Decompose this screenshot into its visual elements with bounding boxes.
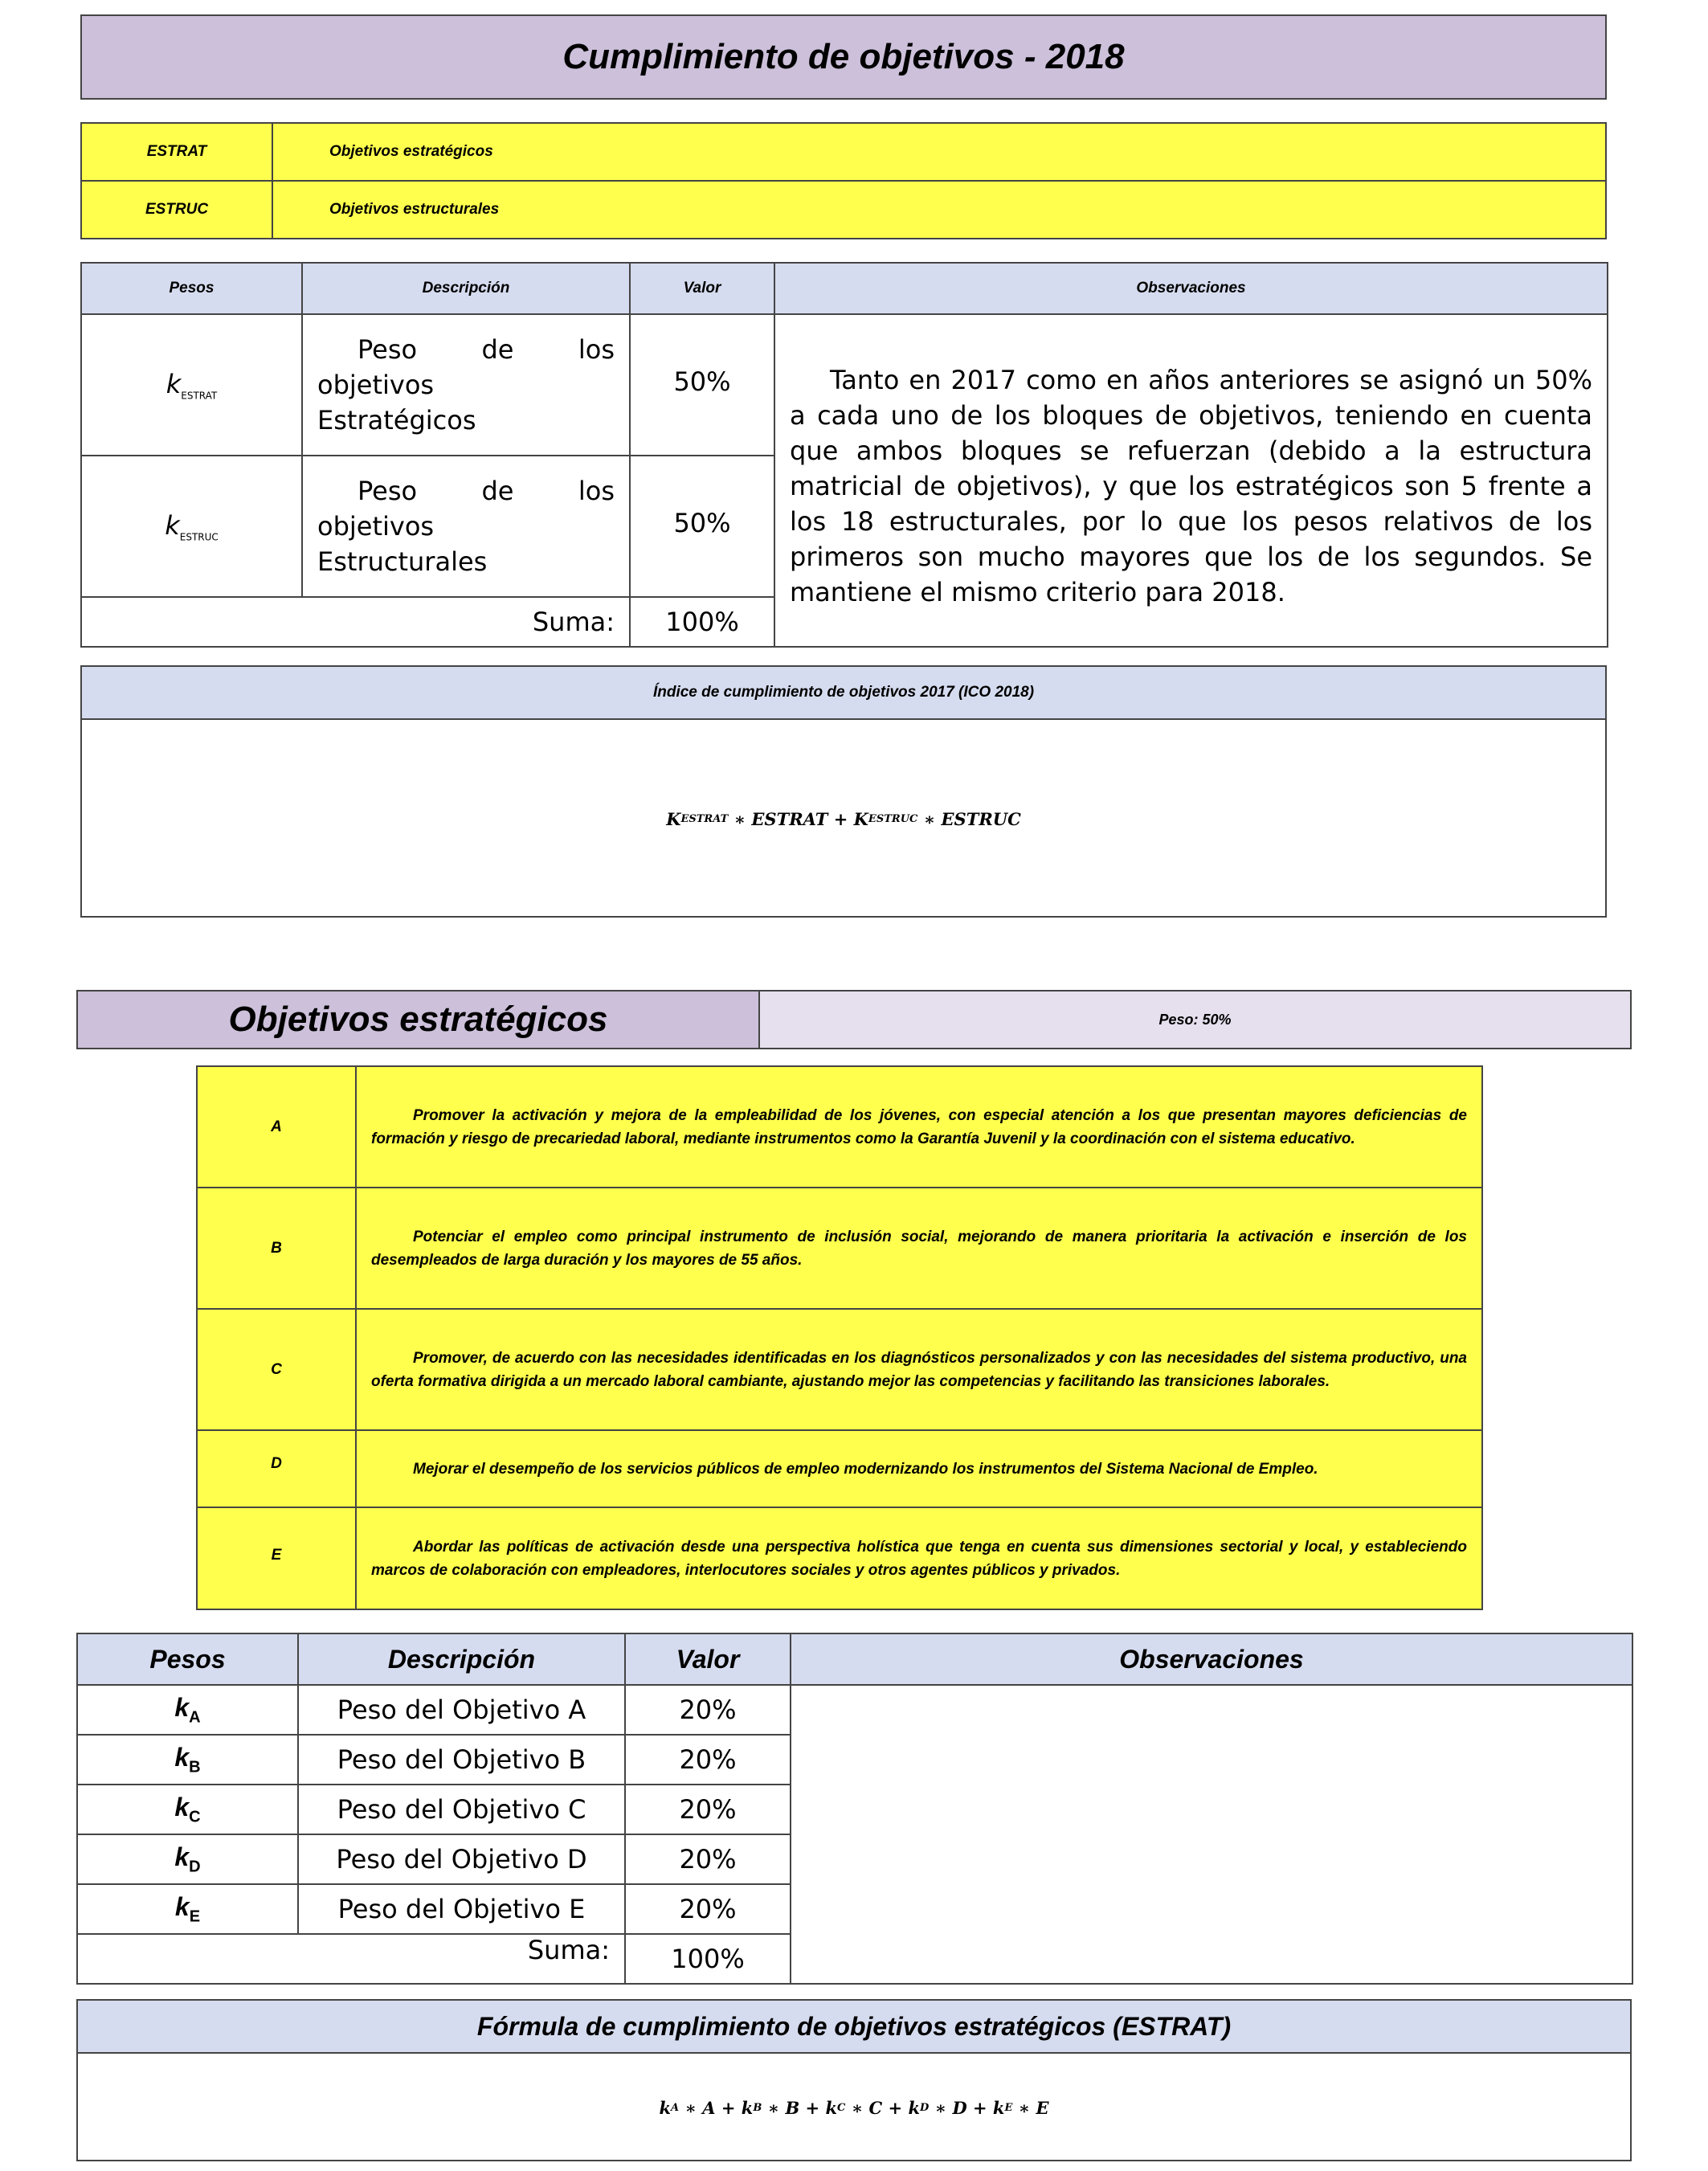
objective-text: Promover, de acuerdo con las necesidades identificadas en los diagnósticos personalizados y con las necesidades del sistema productivo, una oferta formativa dirigida a un mercado laboral cambiante, ajustando mejor las competencias y facilitando las transiciones laborales. (371, 1349, 1467, 1390)
weight-value: 50% (630, 456, 774, 597)
weight-value: 20% (625, 1785, 791, 1834)
formula-term-sub: D (920, 2101, 930, 2114)
formula-term-k: k (992, 2097, 1005, 2118)
weight-symbol (77, 1785, 298, 1834)
weight-symbol-base: k (174, 1891, 190, 1921)
weight-value: 50% (630, 314, 774, 456)
legend-table (80, 122, 1607, 239)
objective-row (197, 1309, 1482, 1430)
legend-row (81, 181, 1606, 239)
weight-description: Peso del Objetivo E (298, 1884, 625, 1934)
table-header-row (77, 1633, 1632, 1685)
formula-term-sub: C (837, 2101, 846, 2114)
observation-cell (791, 1685, 1632, 1984)
page-title-box (80, 14, 1607, 100)
header-pesos: Pesos (81, 263, 302, 314)
objectives-table (196, 1065, 1483, 1610)
weight-symbol-sub: ESTRUC (179, 531, 219, 543)
estrat-formula-title: Fórmula de cumplimiento de objetivos estratégicos (ESTRAT) (78, 2001, 1630, 2054)
objective-code: E (197, 1507, 356, 1609)
weight-symbol-base: k (174, 1742, 190, 1772)
weight-symbol-base: k (174, 1692, 190, 1722)
strategic-section-header (76, 990, 1632, 1049)
objective-row (197, 1188, 1482, 1309)
weight-description-first: Peso de los objetivos (317, 476, 615, 542)
formula-term-k: k (908, 2097, 921, 2118)
ico-op2: ∗ ESTRUC (923, 808, 1021, 829)
formula-term-rest: ∗ B + (762, 2097, 826, 2118)
header-valor: Valor (630, 263, 774, 314)
formula-term-sub: E (1004, 2101, 1013, 2114)
objective-code: C (197, 1309, 356, 1430)
legend-row (81, 123, 1606, 181)
sum-label: Suma: (81, 597, 630, 647)
formula-term-rest: ∗ C + (845, 2097, 909, 2118)
estrat-formula (78, 2054, 1630, 2161)
table-row (77, 1685, 1632, 1735)
objective-text-cell (356, 1430, 1482, 1507)
objective-text-cell (356, 1066, 1482, 1188)
block-weights-table (80, 262, 1608, 648)
formula-term-k: k (825, 2097, 838, 2118)
objective-text-cell (356, 1309, 1482, 1430)
formula-term-k: k (659, 2097, 672, 2118)
legend-description: Objetivos estructurales (272, 181, 1606, 239)
formula-term-sub: A (671, 2101, 680, 2114)
header-descripcion: Descripción (298, 1633, 625, 1685)
formula-term-rest: ∗ A + (679, 2097, 742, 2118)
strategic-title: Objetivos estratégicos (78, 991, 760, 1048)
header-observaciones: Observaciones (791, 1633, 1632, 1685)
weight-value: 20% (625, 1735, 791, 1785)
header-valor: Valor (625, 1633, 791, 1685)
weight-symbol-sub: D (189, 1858, 201, 1876)
table-row (81, 314, 1608, 456)
objective-code: B (197, 1188, 356, 1309)
ico-formula (82, 720, 1605, 918)
weight-symbol-base: k (165, 509, 180, 541)
ico-k1: K (666, 808, 681, 829)
weight-description-first: Peso de los objetivos (317, 334, 615, 400)
header-pesos: Pesos (77, 1633, 298, 1685)
weight-symbol-base: k (174, 1842, 190, 1871)
weight-description (302, 314, 630, 456)
page-title: Cumplimiento de objetivos - 2018 (562, 37, 1125, 76)
weight-symbol (77, 1834, 298, 1884)
weight-symbol-sub: E (189, 1907, 201, 1926)
weight-symbol-sub: A (189, 1708, 201, 1727)
sum-value: 100% (630, 597, 774, 647)
ico-k2: K (853, 808, 868, 829)
observation-text: Tanto en 2017 como en años anteriores se asignó un 50% a cada uno de los bloques de objetivos, teniendo en cuenta que ambos bloques se refuerzan (debido a la estructura matricial de objetivos), y que los estratégicos son 5 frente a los 18 estructurales, por lo que los pesos relativos de los primeros son mucho mayores que los de los segundos. Se mantiene el mismo criterio para 2018. (790, 365, 1592, 607)
weight-symbol (77, 1884, 298, 1934)
objective-text: Mejorar el desempeño de los servicios públicos de empleo modernizando los instrumentos del Sistema Nacional de Empleo. (413, 1460, 1318, 1478)
weight-symbol (77, 1685, 298, 1735)
weight-symbol (77, 1735, 298, 1785)
weight-description: Peso del Objetivo B (298, 1735, 625, 1785)
ico-box (80, 665, 1607, 918)
objective-row (197, 1507, 1482, 1609)
weight-value: 20% (625, 1834, 791, 1884)
objective-row (197, 1430, 1482, 1507)
weight-description: Peso del Objetivo A (298, 1685, 625, 1735)
objective-code: D (197, 1430, 356, 1507)
formula-term-rest: ∗ D + (929, 2097, 993, 2118)
ico-title: Índice de cumplimiento de objetivos 2017 (ICO 2018) (82, 667, 1605, 720)
weight-description-second: Estructurales (317, 546, 488, 577)
table-header-row (81, 263, 1608, 314)
formula-term-sub: B (753, 2101, 762, 2114)
legend-code: ESTRAT (81, 123, 272, 181)
formula-term-rest: ∗ E (1012, 2097, 1049, 2118)
weight-symbol-base: k (174, 1792, 190, 1821)
weight-symbol-sub: C (189, 1808, 201, 1826)
objective-weights-table (76, 1633, 1633, 1985)
weight-description-second: Estratégicos (317, 405, 476, 435)
weight-symbol-sub: B (189, 1758, 201, 1776)
strategic-weight: Peso: 50% (760, 991, 1630, 1048)
header-observaciones: Observaciones (774, 263, 1608, 314)
objective-text-cell (356, 1188, 1482, 1309)
ico-k1-sub: ESTRAT (680, 812, 729, 825)
objective-text: Abordar las políticas de activación desde una perspectiva holística que tenga en cuenta sus dimensiones sectorial y local, y estableciendo marcos de colaboración con empleadores, interlocutores sociales y otros agentes públicos y privados. (371, 1538, 1467, 1579)
weight-description: Peso del Objetivo C (298, 1785, 625, 1834)
sum-value: 100% (625, 1934, 791, 1984)
formula-term-k: k (741, 2097, 754, 2118)
objective-text: Potenciar el empleo como principal instrumento de inclusión social, mejorando de manera prioritaria la activación e inserción de los desempleados de larga duración y los mayores de 55 años. (371, 1228, 1467, 1269)
estrat-formula-box (76, 1999, 1632, 2161)
legend-code: ESTRUC (81, 181, 272, 239)
legend-description: Objetivos estratégicos (272, 123, 1606, 181)
objective-text-cell (356, 1507, 1482, 1609)
weight-symbol (81, 456, 302, 597)
ico-op1: ∗ ESTRAT + (733, 808, 848, 829)
weight-value: 20% (625, 1884, 791, 1934)
weight-symbol (81, 314, 302, 456)
objective-code: A (197, 1066, 356, 1188)
objective-text: Promover la activación y mejora de la empleabilidad de los jóvenes, con especial atención a los que presentan mayores deficiencias de formación y riesgo de precariedad laboral, mediante instrumentos como la Garantía Juvenil y la coordinación con el sistema educativo. (371, 1106, 1467, 1147)
weight-symbol-sub: ESTRAT (181, 390, 218, 402)
weight-symbol-base: k (165, 368, 182, 399)
ico-k2-sub: ESTRUC (868, 812, 918, 825)
sum-label: Suma: (77, 1934, 625, 1984)
observation-cell (774, 314, 1608, 647)
weight-description: Peso del Objetivo D (298, 1834, 625, 1884)
objective-row (197, 1066, 1482, 1188)
weight-description (302, 456, 630, 597)
weight-value: 20% (625, 1685, 791, 1735)
header-descripcion: Descripción (302, 263, 630, 314)
